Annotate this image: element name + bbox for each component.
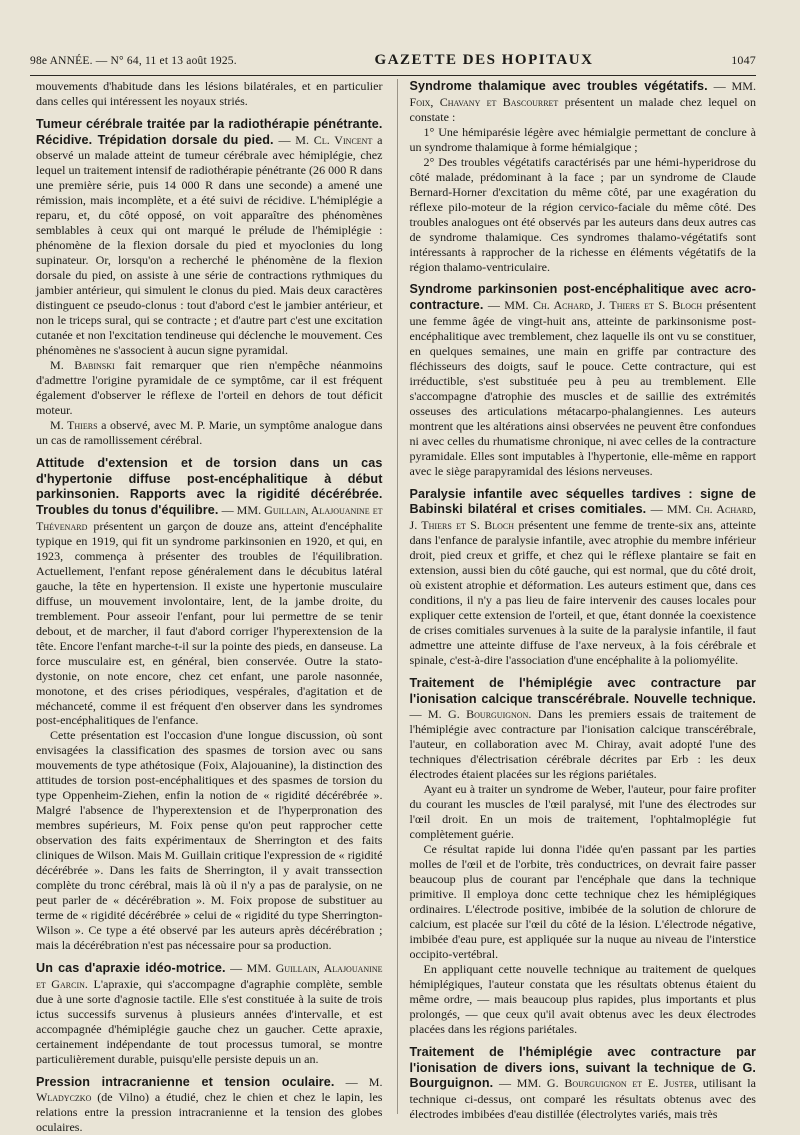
section-authors: — MM. G. Bourguignon et E. Juster,: [498, 1076, 698, 1091]
speaker-name: M. Babinski: [50, 358, 115, 373]
section-body: présentent un garçon de douze ans, atteint d'encéphalite typique en 1919, qui fit un syndrome parkinsonien en 1920, et qui, en 1923, commença à présenter des troubles de l'équilibration. Actuellement, l'enfant repose généralement dans le décubitus latéral gauche, la tête en hypertension. Il existe une hypertonie musculaire diffuse, un mouvement involontaire, lent, de la jambe droite, du tremblement. Pour asseoir l'enfant, pour lui permettre de se tenir debout, et de marcher, il faut d'abord corriger l'hyperextension de la tête. Encore l'enfant marche-t-il sur la pointe des pieds, en danseuse. La force musculaire est, en général, bien conservée. Outre la stato-dystonie, on note encore, chez cet enfant, une parole nasonnée, monotone, et des crises périodiques, vespérales, d'agitation et de méchanceté, comme il est fréquent d'en observer dans les syndromes post-encéphalitiques de l'enfance.: [36, 518, 383, 728]
section-body: a observé, avec M. P. Marie, un symptôme analogue dans un cas de ramollissement cérébral.: [36, 418, 383, 448]
section-body: a observé un malade atteint de tumeur cérébrale avec hémiplégie, chez lequel un traitement intensif de radiothérapie pénétrante (26 000 R dans une première série, puis 14 000 R dans une seconde) a amené une rémission, mais incomplète, et a été suivi de récidive. L'hémiplégie a reparu, et, du côté opposé, on voit apparaître des phénomènes semblables à ceux qui ont marqué le prélude de l'hémiplégie : phénomène de la flexion dorsale du pied et myoclonies du long supinateur. Or, lorsqu'on a recherché le phénomène de la flexion dorsale du pied, on assiste à une série de contractions rythmiques du jambier antérieur, qui simulent le clonus du pied. Mais deux caractères distinguent ce pseudo-clonus : tout d'abord c'est le jambier antérieur, et non le triceps sural, qui se contracte ; et d'autre part c'est une excitation cutanée et non l'excitation tendineuse qui déclenche le mouvement. Ces phénomènes ne s'associent à aucun signe pyramidal.: [36, 132, 383, 358]
section-body: présentent une femme de trente-six ans, atteinte dans l'enfance de paralysie infantile, avec atrophie du membre inférieur droit, pied creux et griffe, et chez qui le réflexe plantaire se fait en extension, aussi bien du côté gauche, qui est normal, que du côté droit, où existent atrophie et déformation. Les auteurs estiment que, dans ces conditions, il n'y a pas lieu de faire intervenir des causes locales pour expliquer cette extension de l'orteil, et que, étant donnée la coexistence de crises comitiales survenues à la suite de la paralysie infantile, il faut admettre une atteinte diffuse de l'axe nerveux, à la fois cérébrale et spinale, c'est-à-dire l'association d'une encéphalite à la poliomyélite.: [409, 518, 756, 667]
section-authors: — M. G. Bourguignon.: [409, 707, 532, 722]
section-authors: — M. Cl. Vincent: [278, 132, 373, 147]
section-body: fait remarquer que rien n'empêche néanmoins d'admettre l'origine pyramidale de ce symptôme, car il est fréquent également d'observer le réflexe de l'orteil en dehors de tout déficit moteur.: [36, 358, 383, 418]
continued-paragraph: mouvements d'habitude dans les lésions bilatérales, et en particulier dans celles qui intéressent les noyaux striés.: [36, 79, 383, 108]
section-authors: — MM. Foix, Chavany et Bascourret: [409, 79, 756, 109]
page-header: [30, 52, 756, 76]
column-right: [397, 79, 757, 1121]
section-authors: — MM. Ch. Achard, J. Thiers et S. Bloch: [487, 298, 703, 313]
section-syndrome-parkinsonien: [410, 282, 757, 478]
section-body: 2° Des troubles végétatifs caractérisés par une hémi-hyperidrose du côté malade, prédominant à la face ; par un syndrome de Claude Bernard-Horner d'excitation du même côté, par une exagération du réflexe pilo-moteur de la région cervico-faciale du même côté. Des troubles analogues ont été observés par les auteurs dans deux autres cas de syndrome thalamique. Ces syndromes thalamo-végétatifs sont intéressants à rapprocher de la richesse en éléments végétatifs de la région thalamo-ventriculaire.: [409, 154, 756, 274]
section-body: (de Vilno) a étudié, chez le chien et chez le lapin, les relations entre la pression intracranienne et la tension des globes oculaires.: [36, 1090, 383, 1135]
section-syndrome-thalamique: [410, 79, 757, 274]
section-title: Attitude d'extension et de torsion dans un cas d'hypertonie diffuse post-encéphalitique à début parkinsonien. Rapports avec la rigidité décérébrée. Troubles du tonus d'équilibre.: [36, 456, 383, 518]
section-body: présentent un malade chez lequel on constate :: [409, 94, 756, 124]
section-body: L'apraxie, qui s'accompagne d'agraphie complète, semble due à une sorte d'agnosie tactile. Elle s'est constituée à la suite de trois ictus successifs survenus à plusieurs années d'intervalle, et est accompagnée d'hémiplégie gauche chez un gaucher. Cette apraxie, certainement indépendante de tout processus tumoral, se montre particulièrement durable, puisqu'elle persiste depuis un an.: [36, 976, 383, 1066]
section-body: présentent une femme âgée de vingt-huit ans, atteinte de parkinsonisme post-encéphalitique avec tremblement, chez laquelle ils ont vu se constituer, en quelques semaines, une main en griffe par contracture des fléchisseurs des doigts, sauf le pouce. Cette contracture, qui est irréductible, s'est substituée peu à peu au tremblement. Elle s'accompagne d'atrophie des muscles et de saillie des extrémités osseuses des articulations métacarpo-phalangiennes. Les auteurs montrent que les altérations ainsi observées ne peuvent être confondues ni avec celles du rhumatisme chronique, ni avec celles de la contracture pyramidale. Elles sont imputables à l'hypertonie, elle-même en rapport avec le siège parapyramidal des lésions nerveuses.: [409, 298, 757, 478]
section-title: Paralysie infantile avec séquelles tardives : signe de Babinski bilatéral et crises comitiales.: [409, 486, 756, 517]
article-columns: [30, 79, 757, 1135]
section-title: Syndrome thalamique avec troubles végétatifs.: [409, 79, 708, 93]
section-body: Ce résultat rapide lui donna l'idée qu'en passant par les parties molles de l'œil et de l'orbite, très conductrices, on devrait faire passer beaucoup plus de courant par l'encéphale que dans la technique primitive. Il employa donc cette technique chez les hémiplégiques ordinaires. L'électrode positive, imbibée de la solution de chlorure de calcium, est placée sur l'œil du côté de la lésion. L'électrode négative, imbibée d'eau pure, est appliquée sur la nuque au niveau de l'interstice occipito-vertébral.: [409, 842, 756, 961]
section-body: 1° Une hémiparésie légère avec hémialgie permettant de conclure à un syndrome thalamique à forme hémialgique ;: [409, 124, 756, 154]
section-body: Ayant eu à traiter un syndrome de Weber, l'auteur, pour faire profiter du courant les muscles de l'œil paralysé, mit l'une des électrodes sur l'œil droit. En un mois de traitement, l'ophtalmoplégie fut complètement guérie.: [409, 782, 756, 842]
section-apraxie: [36, 961, 383, 1067]
section-title: Traitement de l'hémiplégie avec contracture par l'ionisation calcique transcérébrale. Nouvelle technique.: [409, 675, 756, 706]
section-authors: — M. Wladyczko: [36, 1074, 383, 1105]
column-left: [30, 79, 383, 1135]
page-number: 1047: [731, 53, 756, 67]
section-title: Pression intracranienne et tension oculaire.: [36, 1074, 335, 1089]
section-pression-intracranienne: [36, 1075, 383, 1135]
journal-title: GAZETTE DES HOPITAUX: [374, 52, 594, 68]
section-title: Un cas d'apraxie idéo-motrice.: [36, 961, 226, 976]
section-body: utilisant la technique ci-dessus, ont comparé les résultats obtenus avec des électrodes imbibées d'eau distillée (électrolytes variés, mais très: [409, 1076, 756, 1121]
section-body: Dans les premiers essais de traitement de l'hémiplégie avec contracture par l'ionisation calcique transcérébrale, l'auteur, en collaboration avec M. Chiray, avait adopté l'une des techniques d'électrisation cérébrale décrites par Erb : les deux électrodes étaient placées sur les régions pariétales.: [409, 707, 756, 782]
section-authors: — MM. Ch. Achard, J. Thiers et S. Bloch: [409, 502, 756, 532]
speaker-name: M. Thiers: [50, 418, 98, 433]
section-attitude-extension: [36, 456, 383, 953]
section-title: Syndrome parkinsonien post-encéphalitique avec acro-contracture.: [409, 282, 756, 313]
section-ionisation-divers-ions: [410, 1045, 757, 1122]
section-authors: — MM. Guillain, Alajouanine et Garcin.: [36, 961, 383, 991]
section-tumeur-cerebrale: [36, 117, 383, 448]
section-paralysie-infantile: [410, 487, 757, 668]
section-ionisation-calcique: [410, 676, 757, 1037]
section-title: Traitement de l'hémiplégie avec contracture par l'ionisation de divers ions, suivant la technique de G. Bourguignon.: [409, 1044, 756, 1091]
section-body: Cette présentation est l'occasion d'une longue discussion, où sont envisagées la classification des spasmes de torsion avec ou sans mouvements de type athétosique (Foix, Alajouanine), la distinction des attitudes de torsion post-encéphalitiques et des spasmes de torsion du type Oppenheim-Ziehen, enfin la notion de « rigidité décérébrée ». Malgré l'absence de l'hyperextension et de l'hyperpronation des membres supérieurs, M. Foix pense qu'on peut rapprocher cette observation des faits expérimentaux de Sherrington et des faits cliniques de Wilson. Mais M. Guillain critique l'expression de « rigidité décérébrée ». Dans les faits de Sherrington, il y avait transsection complète du tronc cérébral, mais là où il n'y a pas de paralysie, on ne peut parler de « décérébration ». M. Foix propose de substituer au terme de « rigidité décérébrée » celui de « rigidité du type Sherrington-Wilson ». Ce type a été observé par les auteurs après décérébration ; mais la décérébration n'est pas nécessaire pour sa production.: [36, 728, 383, 953]
section-body: En appliquant cette nouvelle technique au traitement de quelques hémiplégiques, l'auteur constata que les résultats obtenus étaient du même ordre, — mais beaucoup plus rapides, plus importants et plus prolongés, — que ceux qu'il avait obtenus avec les deux électrodes placées dans les régions pariétales.: [409, 961, 756, 1036]
section-title: Tumeur cérébrale traitée par la radiothérapie pénétrante. Récidive. Trépidation dorsale du pied.: [36, 116, 383, 147]
issue-line: 98e ANNÉE. — N° 64, 11 et 13 août 1925.: [30, 55, 237, 67]
section-authors: — MM. Guillain, Alajouanine et Thévenard: [36, 503, 383, 533]
